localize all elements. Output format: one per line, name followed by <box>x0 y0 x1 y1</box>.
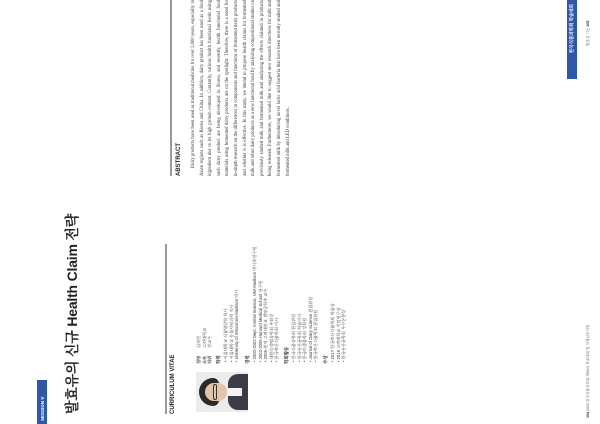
awards-list <box>330 303 347 362</box>
list-item: • 2005-현재 고려대학교 생명공학부 교수 <box>263 246 269 362</box>
list-item: • 서울대학교 식품영양학 학사 <box>223 290 229 362</box>
info-row: 소속고려대학교 <box>201 327 207 364</box>
footer-right: 발효유 기능 105 <box>586 20 590 46</box>
society-title: 학회활동 <box>284 346 289 364</box>
career-title: 경력 <box>245 355 250 364</box>
list-item: • 한국식품과학회 편집위원 <box>291 297 297 362</box>
list-item: • Journal of Dairy Science 편집위원 <box>308 297 314 362</box>
career-list <box>252 246 280 362</box>
abstract-rule <box>170 0 172 176</box>
session-tab: SESSION V <box>37 380 47 424</box>
cv-heading: CURRICULUM VITAE <box>170 354 176 414</box>
speaker-photo <box>196 372 248 412</box>
society-list <box>291 297 319 362</box>
list-item: • 한국축산식품학회 편집위원 <box>313 297 319 362</box>
org-tab: 한국식품과학회 학술대회 <box>567 0 577 79</box>
education-title: 학력 <box>216 355 221 364</box>
list-item: • 한국축산식품학회 이사 <box>274 246 280 362</box>
list-item: • 한국미생물학회 정회원 <box>302 297 308 362</box>
info-row: 성명김세헌 <box>196 335 201 364</box>
footer-left: 104 2023 한국식품과학회 제90차 학술대회 및 국제심포지엄 <box>586 324 590 418</box>
basic-info <box>196 328 213 364</box>
list-item: • University of Wisconsin-Madison 박사 <box>234 290 240 362</box>
cv-rule <box>165 244 167 414</box>
list-item: • 2019 고려대학교 석탑연구상 <box>336 303 342 362</box>
list-item: • 대한의생명과학회 부회장 <box>269 246 275 362</box>
list-item: • 2002-2005 Harvard Medical School 연구원 <box>258 246 264 362</box>
list-item: • 한국유산균학회 우수논문상 <box>341 303 347 362</box>
abstract-body: Dairy products have been used as traditional medicine for over 2,000 years, especially in Asian regions such as Korea and China. In addition, dairy product has been used as a food ingredient due to its high protein content. Currently, various health functional foods using such dairy product are being developed in Korea, and recently, health functional food materials using fermented dairy products are on the spotlight. Therefore, there is a need for in-depth research on the differences in components and functions of fermented dairy products and whether it is effective. In this study, we intend to propose health claims for fermented milk and other dairy products as a new functional food by analyzing compositional studies on previously studied milk and fermented milk and analyzing the effects claimed in products being released. Furthermore, we would like to suggest new research directions for milk and fermented milk by introducing novel lactic acid bacteria that have been recently studied and fermented milk and LED conditions. <box>191 0 291 176</box>
list-item: • 2017 한국축산식품학회 학술상 <box>330 303 336 362</box>
awards-title: 수상 <box>323 355 328 364</box>
info-row: 직위정교수 <box>207 335 212 364</box>
list-item: • 2000-2002 Dept. Animal Science, UW-Madison 박사후연구원 <box>252 246 258 362</box>
session-title: 발효유의 신규 Health Claim 전략 <box>64 213 80 414</box>
abstract-heading: ABSTRACT <box>176 143 182 176</box>
education-list <box>223 290 240 362</box>
list-item: • 한국유산균학회 학술이사 <box>297 297 303 362</box>
list-item: • 서울대학교 동물자원과학 석사 <box>229 290 235 362</box>
